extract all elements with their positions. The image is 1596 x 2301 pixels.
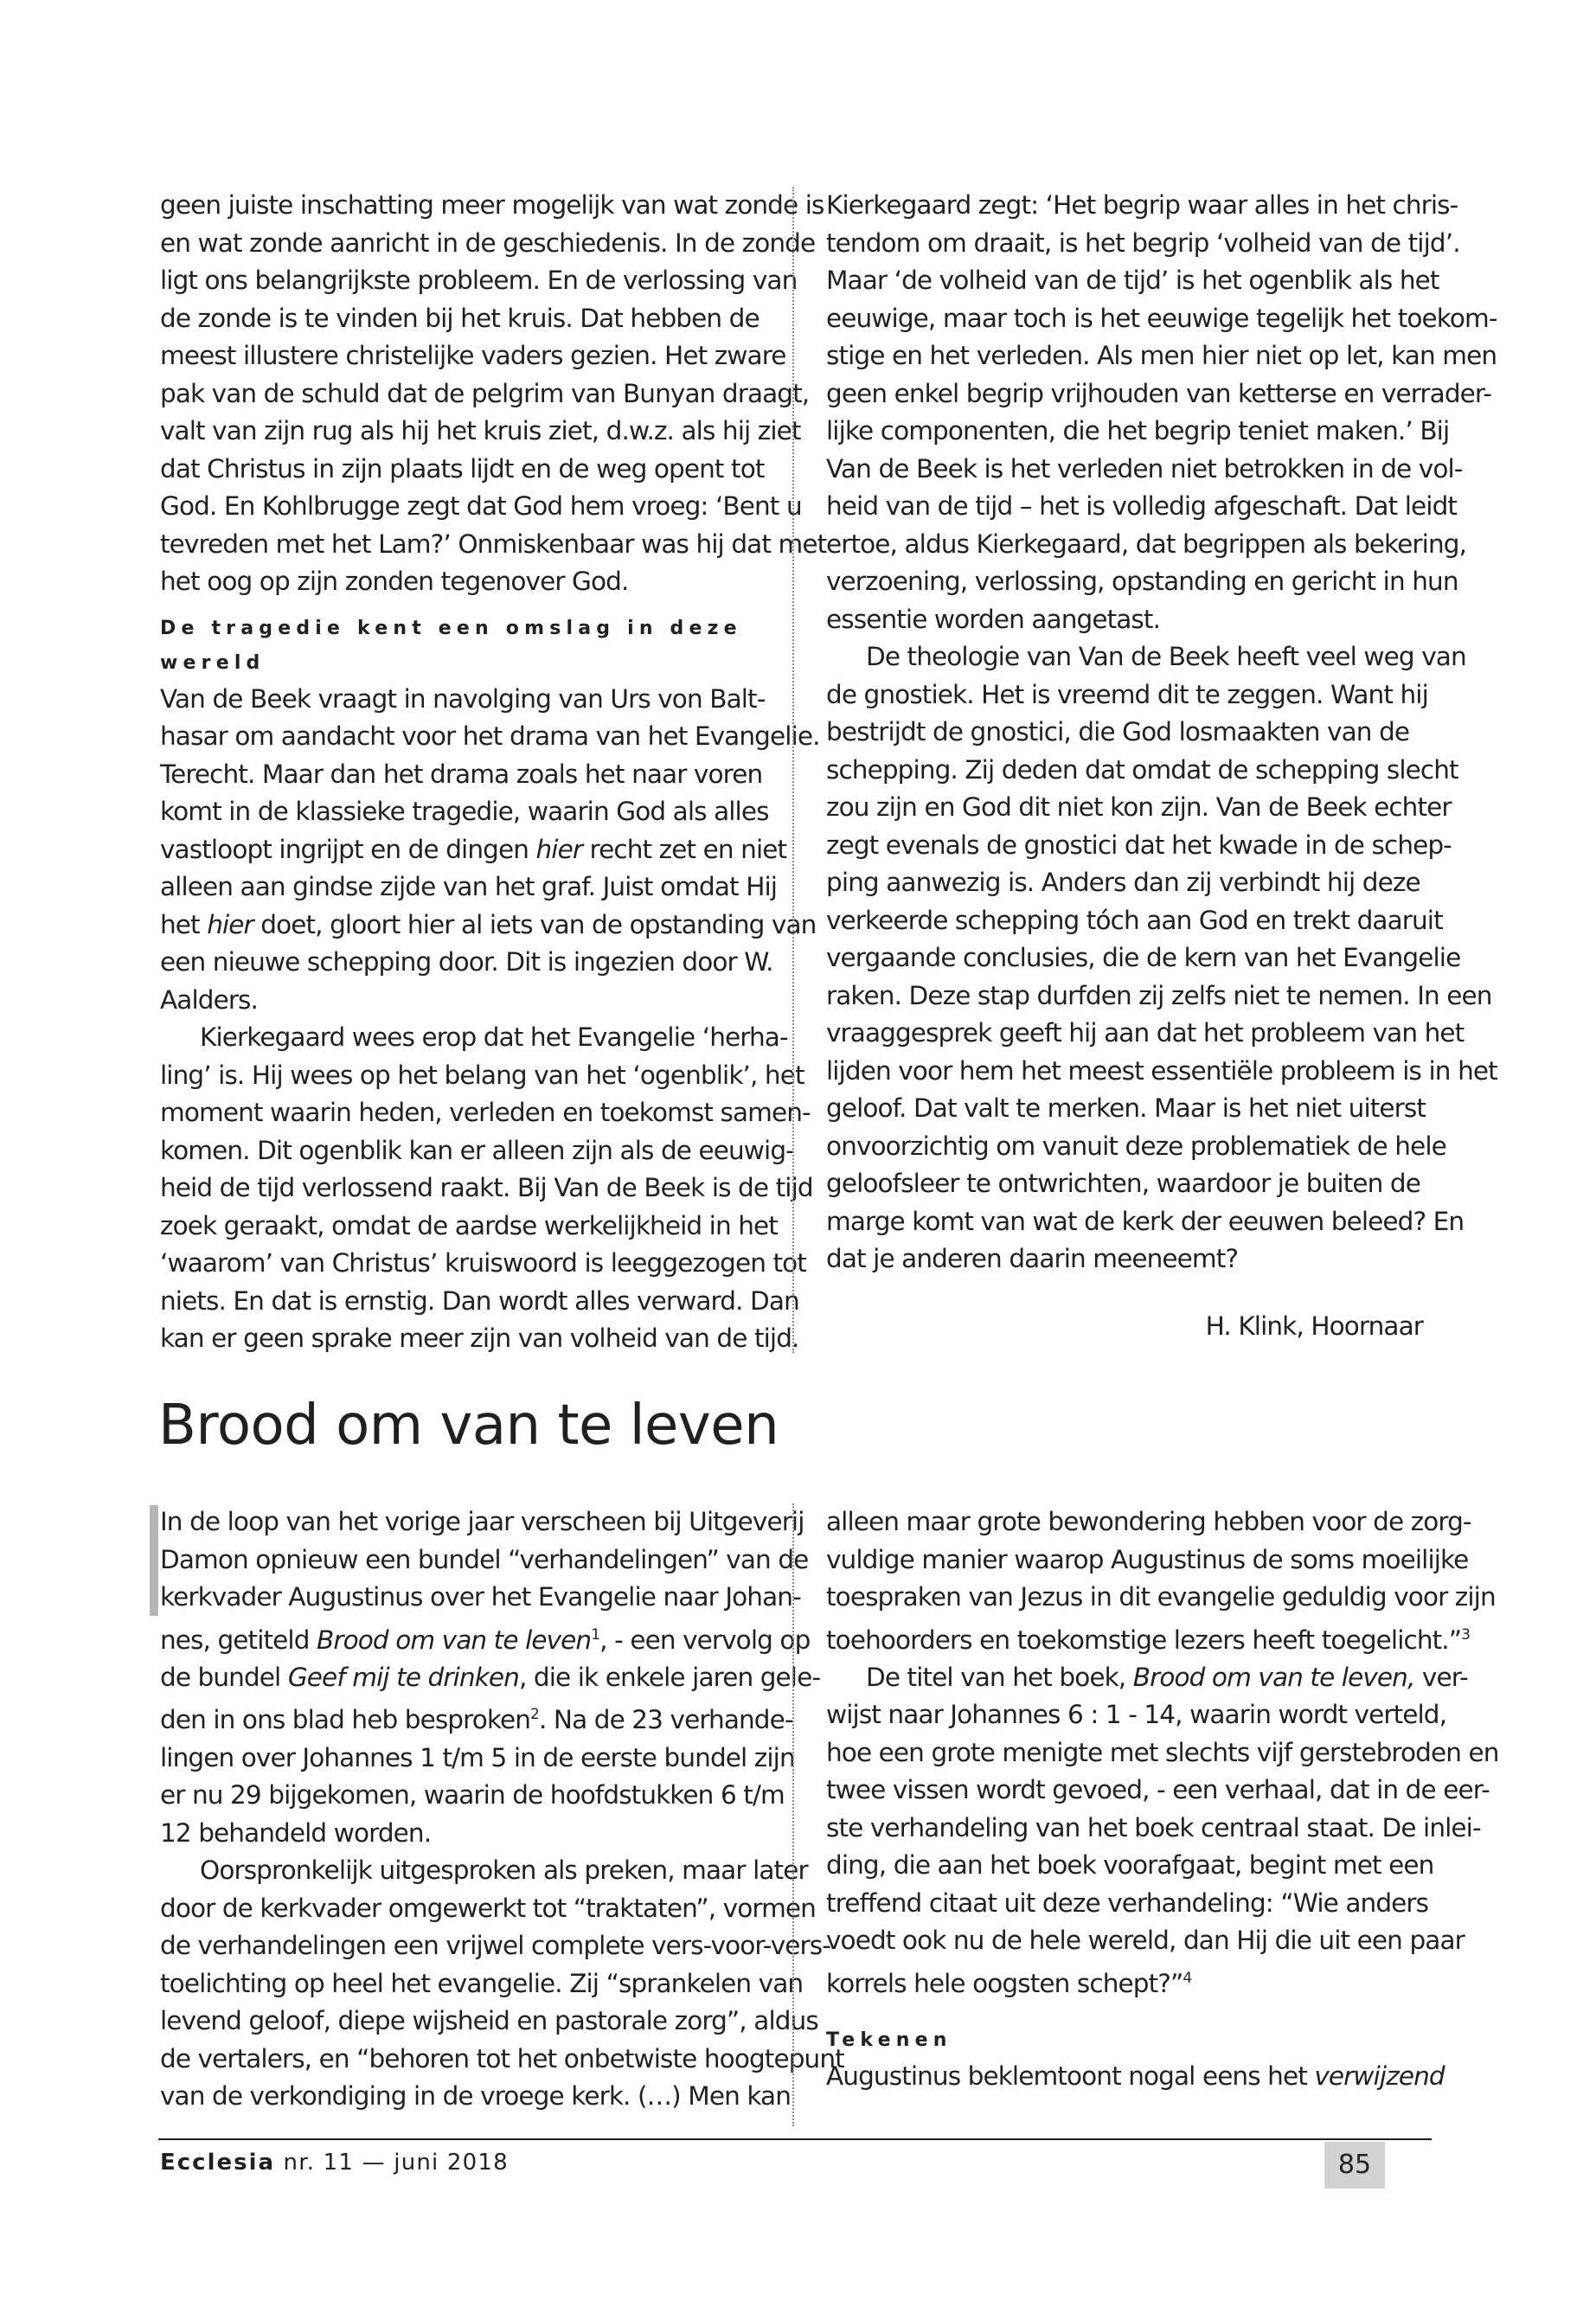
text-line: valt van zijn rug als hij het kruis ziet, d.w.z. als hij ziet	[160, 416, 801, 445]
text-line: tendom om draait, is het begrip ‘volheid van de tijd’.	[826, 228, 1460, 258]
text-line: pak van de schuld dat de pelgrim van Bunyan draagt,	[160, 378, 810, 408]
text-line: dat je anderen daarin meeneemt?	[826, 1244, 1239, 1273]
text-line: komt in de klassieke tragedie, waarin God als alles	[160, 797, 769, 826]
text-line: geen juiste inschatting meer mogelijk van wat zonde is	[160, 190, 824, 220]
text-line: een nieuwe schepping door. Dit is ingezien door W.	[160, 947, 773, 977]
text-line: twee vissen wordt gevoed, - een verhaal, dat in de eer-	[826, 1775, 1490, 1805]
footnote-ref: 1	[591, 1625, 600, 1644]
text-line: hasar om aandacht voor het drama van het Evangelie.	[160, 721, 820, 751]
subheading-line: wereld	[160, 651, 266, 674]
text-line: Aalders.	[160, 984, 259, 1015]
footnote-ref: 2	[530, 1706, 539, 1724]
text-line: van de verkondiging in de vroege kerk. (…) Men kan	[160, 2081, 791, 2112]
text-line: dat Christus in zijn plaats lijdt en de weg opent tot	[160, 453, 765, 484]
text-line: Van de Beek is het verleden niet betrokken in de vol-	[826, 453, 1463, 484]
text-line: toelichting op heel het evangelie. Zij “sprankelen van	[160, 1968, 804, 1998]
book-title: Brood om van te leven	[317, 1625, 592, 1655]
text-line: onvoorzichtig om vanuit deze problematiek de hele	[826, 1131, 1446, 1161]
text-line: eeuwige, maar toch is het eeuwige tegelijk het toekom-	[826, 303, 1497, 333]
text-line: wijst naar Johannes 6 : 1 - 14, waarin wordt verteld,	[826, 1700, 1447, 1730]
text-line: de verhandelingen een vrijwel complete vers-voor-vers-	[160, 1931, 830, 1961]
text-line: er nu 29 bijgekomen, waarin de hoofdstukken 6 t/m	[160, 1780, 785, 1811]
author-signature: H. Klink, Hoornaar	[1205, 1311, 1423, 1341]
continued-article-right-column	[826, 187, 1497, 1345]
text-line: hoe een grote menigte met slechts vijf gerstebroden en	[826, 1737, 1499, 1767]
text-line: kan er geen sprake meer zijn van volheid van de tijd.	[160, 1324, 799, 1353]
subheading-line: De tragedie kent een omslag in deze	[160, 617, 742, 639]
text-line: bestrijdt de gnostici, die God losmaakten van de	[826, 717, 1410, 747]
text-line: de gnostiek. Het is vreemd dit te zeggen. Want hij	[826, 679, 1428, 709]
text-line: vergaande conclusies, die de kern van het Evangelie	[826, 943, 1461, 972]
text-line: ligt ons belangrijkste probleem. En de verlossing van	[160, 266, 798, 295]
book-title: Brood om van te leven,	[1132, 1662, 1415, 1692]
emphasis: verwijzend	[1314, 2061, 1445, 2092]
paragraph	[160, 681, 820, 1020]
text-line: stige en het verleden. Als men hier niet op let, kan men	[826, 341, 1497, 370]
text-line: ste verhandeling van het boek centraal staat. De inlei-	[826, 1812, 1481, 1843]
issue-info: nr. 11 — juni 2018	[275, 2150, 509, 2176]
text-line: de vertalers, en “behoren tot het onbetwiste hoogtepunt	[160, 2043, 844, 2073]
text-line: ‘waarom’ van Christus’ kruiswoord is leeggezogen tot	[160, 1248, 806, 1278]
paragraph	[826, 638, 1497, 1279]
paragraph	[160, 1019, 813, 1358]
paragraph	[160, 187, 827, 601]
text-line: den in ons blad heb besproken$^2$. Na de 23 verhande-	[160, 1705, 793, 1735]
text-line: raken. Deze stap durfden zij zelfs niet te nemen. In een	[826, 980, 1492, 1010]
book-title: Geef mij te drinken	[287, 1662, 519, 1692]
page-number: 85	[1324, 2142, 1385, 2189]
paragraph	[826, 187, 1497, 638]
text-line: korrels hele oogsten schept?”$^4$	[826, 1968, 1192, 1998]
footnote-ref: 3	[1461, 1625, 1471, 1644]
text-line: heid de tijd verlossend raakt. Bij Van de Beek is de tijd	[160, 1173, 813, 1202]
text-line: ping aanwezig is. Anders dan zij verbindt hij deze	[826, 868, 1420, 897]
text-line: de bundel Geef mij te drinken, die ik enkele jaren gele-	[160, 1662, 821, 1692]
footer-rule	[158, 2138, 1432, 2140]
paragraph	[826, 1659, 1499, 2003]
paragraph	[826, 1503, 1496, 1659]
text-line: lijke componenten, die het begrip teniet maken.’ Bij	[826, 416, 1450, 445]
column-divider	[792, 1503, 794, 2126]
continued-article-left-column	[160, 187, 827, 1358]
text-line: Kierkegaard zegt: ‘Het begrip waar alles in het chris-	[826, 190, 1458, 220]
text-line: toespraken van Jezus in dit evangelie geduldig voor zijn	[826, 1582, 1496, 1612]
text-line: komen. Dit ogenblik kan er alleen zijn als de eeuwig-	[160, 1135, 794, 1165]
footnote-ref: 4	[1183, 1969, 1192, 1987]
text-line: verzoening, verlossing, opstanding en gericht in hun	[826, 567, 1458, 596]
text-line: ertoe, aldus Kierkegaard, dat begrippen als bekering,	[826, 529, 1467, 559]
text-line: Terecht. Maar dan het drama zoals het naar voren	[160, 759, 763, 789]
text-line: de zonde is te vinden bij het kruis. Dat hebben de	[160, 303, 760, 333]
text-line: vuldige manier waarop Augustinus de soms moeilijke	[826, 1544, 1469, 1574]
text-line: nes, getiteld Brood om van te leven$^1$, - een vervolg op	[160, 1625, 811, 1655]
text-line: tevreden met het Lam?’ Onmiskenbaar was hij dat met	[160, 529, 827, 559]
article-right-column	[826, 1503, 1499, 2096]
drop-cap-bar	[150, 1505, 158, 1616]
text-line: geen enkel begrip vrijhouden van ketterse en verrader-	[826, 378, 1492, 408]
text-line: geloof. Dat valt te merken. Maar is het niet uiterst	[826, 1093, 1426, 1123]
text-line: De theologie van Van de Beek heeft veel weg van	[866, 642, 1466, 671]
text-line: levend geloof, diepe wijsheid en pastorale zorg”, aldus	[160, 2006, 818, 2036]
text-line: alleen maar grote bewondering hebben voor de zorg-	[826, 1507, 1471, 1536]
paragraph	[160, 1852, 844, 2116]
text-line: vraaggesprek geeft hij aan dat het probleem van het	[826, 1018, 1465, 1048]
footer-publication	[160, 2145, 509, 2180]
text-line: verkeerde schepping tóch aan God en trekt daaruit	[826, 905, 1443, 935]
text-line: vastloopt ingrijpt en de dingen hier recht zet en niet	[160, 834, 787, 864]
text-line: het oog op zijn zonden tegenover God.	[160, 567, 629, 596]
text-line: essentie worden aangetast.	[826, 604, 1161, 634]
text-line: toehoorders en toekomstige lezers heeft toegelicht.”$^3$	[826, 1625, 1471, 1655]
text-line: geloofsleer te ontwrichten, waardoor je buiten de	[826, 1169, 1420, 1198]
text-line: zegt evenals de gnostici dat het kwade in de schep-	[826, 830, 1452, 860]
text-line: en wat zonde aanricht in de geschiedenis. In de zonde	[160, 228, 816, 258]
text-line: alleen aan gindse zijde van het graf. Juist omdat Hij	[160, 872, 778, 901]
text-line: zoek geraakt, omdat de aardse werkelijkheid in het	[160, 1210, 778, 1240]
text-line: kerkvader Augustinus over het Evangelie naar Johan-	[160, 1582, 801, 1612]
text-line: Damon opnieuw een bundel “verhandelingen” van de	[160, 1544, 809, 1574]
text-line: Van de Beek vraagt in navolging van Urs von Balt-	[160, 683, 766, 714]
text-line: schepping. Zij deden dat omdat de schepping slecht	[826, 754, 1458, 785]
section-subheading: Tekenen	[826, 2029, 952, 2052]
text-line: De titel van het boek, Brood om van te leven, ver-	[866, 1662, 1468, 1692]
article-title: Brood om van te leven	[158, 1394, 779, 1458]
text-line: heid van de tijd – het is volledig afgeschaft. Dat leidt	[826, 491, 1458, 521]
text-line: Oorspronkelijk uitgesproken als preken, maar later	[200, 1856, 808, 1886]
section-subheading	[160, 612, 757, 681]
text-line: Kierkegaard wees erop dat het Evangelie ‘herha-	[200, 1022, 788, 1052]
text-line: God. En Kohlbrugge zegt dat God hem vroeg: ‘Bent u	[160, 491, 802, 521]
text-line: treffend citaat uit deze verhandeling: “Wie anders	[826, 1888, 1429, 1918]
emphasis: hier	[535, 834, 583, 864]
text-line: ling’ is. Hij wees op het belang van het ‘ogenblik’, het	[160, 1060, 804, 1090]
text-line: voedt ook nu de hele wereld, dan Hij die uit een paar	[826, 1926, 1465, 1956]
text-line: In de loop van het vorige jaar verscheen bij Uitgeverij	[160, 1507, 804, 1536]
column-divider	[792, 187, 794, 1353]
magazine-name: Ecclesia	[160, 2150, 276, 2176]
text-line: lingen over Johannes 1 t/m 5 in de eerste bundel zijn	[160, 1742, 795, 1772]
emphasis: hier	[207, 909, 253, 939]
paragraph	[826, 2058, 1445, 2096]
text-line: moment waarin heden, verleden en toekomst samen-	[160, 1098, 811, 1127]
text-line: lijden voor hem het meest essentiële probleem is in het	[826, 1055, 1497, 1086]
text-line: zou zijn en God dit niet kon zijn. Van de Beek echter	[826, 792, 1452, 822]
text-line: niets. En dat is ernstig. Dan wordt alles verward. Dan	[160, 1285, 799, 1316]
article-left-column	[160, 1503, 844, 2116]
text-line: door de kerkvader omgewerkt tot “traktaten”, vormen	[160, 1893, 816, 1923]
text-line: Augustinus beklemtoont nogal eens het verwijzend	[826, 2061, 1445, 2092]
paragraph	[160, 1503, 821, 1852]
text-line: 12 behandeld worden.	[160, 1817, 432, 1848]
text-line: meest illustere christelijke vaders gezien. Het zware	[160, 341, 786, 370]
text-line: marge komt van wat de kerk der eeuwen beleed? En	[826, 1206, 1465, 1236]
text-line: het hier doet, gloort hier al iets van de opstanding van	[160, 909, 817, 939]
text-line: ding, die aan het boek voorafgaat, begint met een	[826, 1850, 1434, 1881]
text-line: Maar ‘de volheid van de tijd’ is het ogenblik als het	[826, 266, 1439, 295]
